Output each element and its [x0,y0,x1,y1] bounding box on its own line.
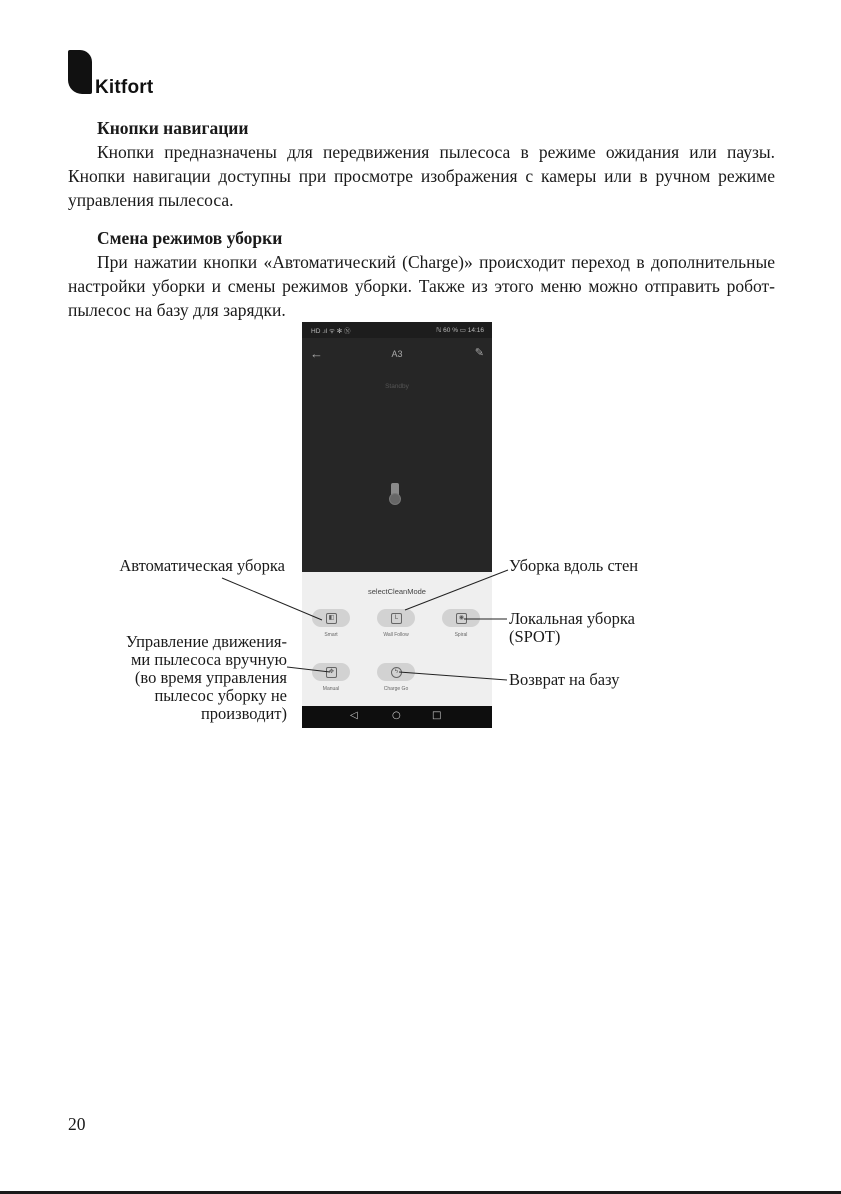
manual-dpad-icon: ✥ [326,667,337,678]
page-number: 20 [68,1114,86,1134]
nav-home-icon[interactable]: ○ [392,710,401,721]
mode-label: Wall Follow [383,632,409,638]
mode-label: Charge Go [383,686,409,692]
callout-line: (SPOT) [509,627,561,646]
callout-line: Локальная уборка [509,609,635,628]
nav-recent-icon[interactable]: □ [432,710,442,721]
panel-title: selectCleanMode [368,587,426,596]
mode-label: Spiral [454,632,468,638]
section-body: При нажатии кнопки «Автоматический (Charge)» происходит переход в дополнительные настройки уборки и смены режимов уборки. Также из этого меню можно отправить робот-пылесос на базу для зарядки. [68,252,775,320]
status-left: HD .ıl ᯤ ✻ Ⓝ [311,328,351,335]
smart-icon: ◧ [326,613,337,624]
kitfort-logo-text: Kitfort [95,77,154,98]
device-state: Standby [385,383,409,390]
section-body: Кнопки предназначены для передвижения пылесоса в режиме ожидания или паузы. Кнопки навигации доступны при просмотре изображения с камеры или в ручном режиме управления пылесоса. [68,142,775,210]
callout-wall-follow: Уборка вдоль стен [509,556,639,575]
callout-line: ми пылесоса вручную [130,650,287,669]
callout-line-charge [399,672,507,680]
callout-line-wall [405,570,508,610]
edit-pencil-icon[interactable]: ✎ [474,347,484,359]
status-right: ℕ 60 % ▭ 14:16 [436,327,484,334]
nav-back-icon[interactable]: ◁ [350,710,358,721]
wall-follow-icon: L [391,613,402,624]
callout-manual [100,633,287,723]
device-title: A3 [391,349,403,359]
section-heading: Смена режимов уборки [97,228,283,248]
mode-label: Manual [322,686,340,692]
callout-auto: Автоматическая уборка [119,556,285,575]
callout-line: пылесос уборку не [154,686,287,705]
callout-line-auto [222,578,322,620]
callout-charge: Возврат на базу [509,670,620,689]
callout-line: (во время управления [134,668,287,687]
callout-line: производит) [200,704,287,723]
spot-pin-icon: ◉ [456,613,467,624]
section-heading: Кнопки навигации [97,118,249,138]
lightning-icon: ϟ [391,667,402,678]
callout-spot [509,610,635,646]
mode-label: Smart [324,632,338,638]
callout-line: Управление движения- [125,632,287,651]
callout-line-manual [287,667,330,672]
back-arrow-icon[interactable]: ← [310,346,323,361]
